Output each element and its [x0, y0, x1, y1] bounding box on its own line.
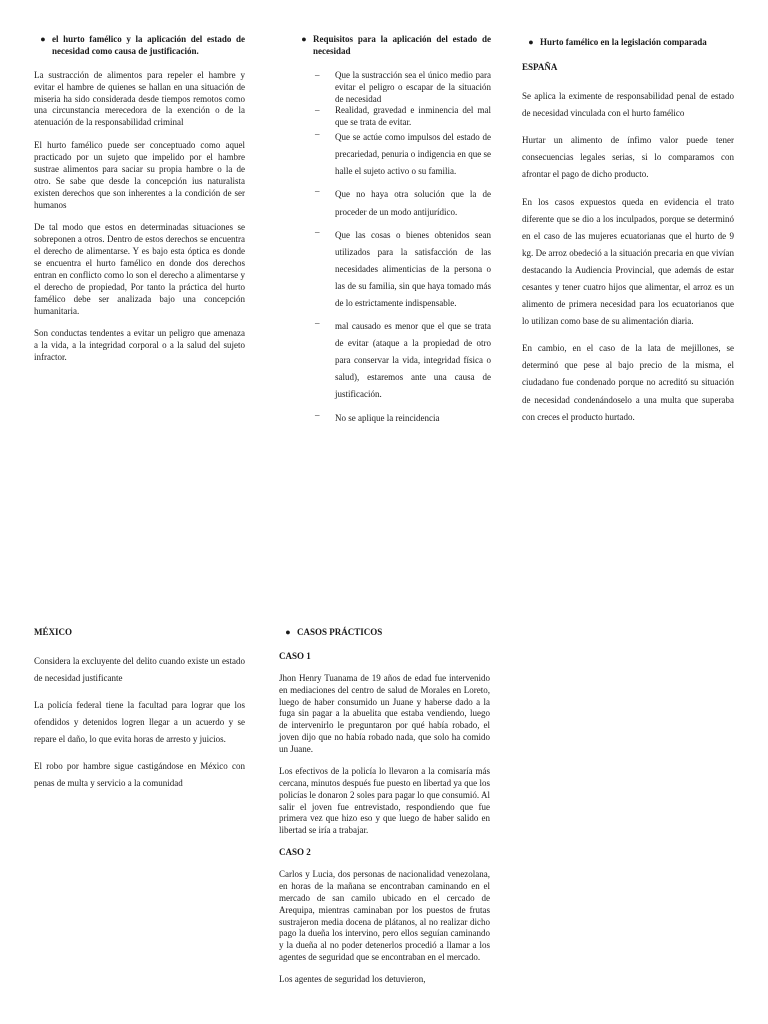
dash-icon: –	[315, 69, 320, 80]
section-heading: ● Requisitos para la aplicación del estado de necesidad	[295, 34, 491, 58]
section-heading: ● Hurto famélico en la legislación comparada	[522, 34, 734, 50]
country-heading-espana: ESPAÑA	[522, 62, 558, 73]
paragraph: Los efectivos de la policía lo llevaron a la comisaría más cercana, minutos después fue puesto en libertad ya que los policías le donaron 2 soles para pagar lo que consumió. Al salir el joven fue entrevistado, respondiendo que fue primera vez que hizo eso y que luego de haber salido en libertad se iría a trabajar.	[279, 765, 490, 836]
column-mexico	[34, 627, 245, 803]
paragraph: Jhon Henry Tuanama de 19 años de edad fue intervenido en mediaciones del centro de salud de Morales en Loreto, luego de haber consumido un Juane y haberse dado a la fuga sin pagar a la abuelita que estaba vendiendo, luego de intervenirlo le preguntaron por qué había robado, el joven dijo que no había robado nada, que solo ha comido un Juane.	[279, 672, 490, 754]
section-heading: ● el hurto famélico y la aplicación del estado de necesidad como causa de justificación.	[34, 34, 245, 58]
case-title: CASO 1	[279, 650, 311, 661]
paragraph: Se aplica la eximente de responsabilidad penal de estado de necesidad vinculada con el hurto famélico	[522, 91, 734, 119]
column-estado-necesidad	[34, 34, 245, 375]
paragraph: Los agentes de seguridad los detuvieron,	[279, 974, 426, 984]
column-casos-practicos	[279, 627, 490, 996]
bullet-icon: ●	[301, 34, 307, 44]
bullet-icon: ●	[285, 627, 291, 637]
paragraph: Carlos y Lucia, dos personas de nacionalidad venezolana, en horas de la mañana se encontraban caminando en el mercado de san camilo ubicado en el cercado de Arequipa, mientras caminaban por los puestos de frutas sustrajeron media docena de plátanos, al no realizar dicho pago la dueña los intervino, pero ellos seguían caminando y la dueña al no poder detenerlos procedió a llamar a los agentes de seguridad que se encontraban en el mercado.	[279, 869, 490, 963]
dash-icon: –	[315, 318, 320, 329]
list-item: – Que se actúe como impulsos del estado de precariedad, penuria o indigencia en que se halle el sujeto activo o su familia.	[313, 129, 491, 180]
dash-icon: –	[315, 105, 320, 116]
list-item: – Que las cosas o bienes obtenidos sean utilizados para la satisfacción de las necesidades alimenticias de la persona o las de su familia, sin que haya tomado más de lo estrictamente indispensable.	[313, 227, 491, 312]
list-item: – No se aplique la reincidencia	[313, 410, 491, 427]
paragraph: De tal modo que estos en determinadas situaciones se sobreponen a otros. Dentro de estos derechos se encuentra el derecho de alimentarse. Y es bajo esta óptica es donde se encuentra el hurto famélico en donde dos derechos entran en conflicto como lo son el derecho a alimentarse y el derecho de propiedad, Por tanto la práctica del hurto famélico debe ser analizada bajo una concepción humanitaria.	[34, 222, 245, 316]
paragraph: La policía federal tiene la facultad para lograr que los ofendidos y detenidos logren llegar a un acuerdo y se repare el daño, lo que evita horas de arresto y juicios.	[34, 700, 245, 745]
paragraph: En los casos expuestos queda en evidencia el trato diferente que se dio a los inculpados, porque se determinó en el caso de las mujeres ecuatorianas que el hurto de 9 kg. De arroz obedeció a la situación precaria en que vivían destacando la Audiencia Provincial, que además de estar cesantes y tener cuatro hijos que alimentar, el arroz es un alimento de primera necesidad para los ecuatorianos que lo utilizan como base de su alimentación diaria.	[522, 196, 734, 327]
list-item: – Que no haya otra solución que la de proceder de un modo antijurídico.	[313, 186, 491, 220]
paragraph: Hurtar un alimento de ínfimo valor puede tener consecuencias legales serias, si lo comparamos con afrontar el pago de dicho producto.	[522, 135, 734, 180]
list-item: – Realidad, gravedad e inminencia del mal que se trata de evitar.	[315, 105, 491, 128]
dash-icon: –	[315, 226, 320, 237]
dash-icon: –	[315, 186, 320, 197]
case-title: CASO 2	[279, 847, 311, 858]
paragraph: Considera la excluyente del delito cuando existe un estado de necesidad justificante	[34, 655, 245, 683]
list-item: – mal causado es menor que el que se trata de evitar (ataque a la propiedad de otro para conservar la vida, integridad física o salud), estaremos ante una causa de justificación.	[313, 318, 491, 403]
paragraph: El hurto famélico puede ser conceptuado como aquel practicado por un sujeto que impelido por el hambre sustrae alimentos para saciar su propia hambre o la de otro. Se sabe que desde la concepción ius naturalista existen derechos que son inherentes a la condición de ser humanos	[34, 140, 245, 210]
paragraph: Son conductas tendentes a evitar un peligro que amenaza a la vida, a la integridad corporal o a la salud del sujeto infractor.	[34, 328, 245, 363]
country-heading-mexico: MÉXICO	[34, 627, 72, 637]
paragraph: El robo por hambre sigue castigándose en México con penas de multa y servicio a la comunidad	[34, 761, 245, 789]
column-requisitos	[295, 34, 491, 427]
paragraph: En cambio, en el caso de la lata de mejillones, se determinó que pese al bajo precio de la misma, el ciudadano fue condenado porque no acreditó su situación de necesidad condenándoselo a una multa que superaba con creces el producto hurtado.	[522, 343, 734, 422]
bullet-icon: ●	[40, 34, 46, 44]
requirements-list	[313, 70, 491, 427]
bullet-icon: ●	[528, 37, 534, 47]
dash-icon: –	[315, 409, 320, 420]
paragraph: La sustracción de alimentos para repeler el hambre y evitar el hambre de quienes se hallan en una situación de miseria ha sido considerada desde tiempos remotos como una circunstancia merecedora de la exención o de la atenuación de la responsabilidad criminal	[34, 69, 245, 128]
dash-icon: –	[315, 129, 320, 140]
list-item: – Que la sustracción sea el único medio para evitar el peligro o escapar de la situación de necesidad	[315, 69, 491, 104]
column-legislacion-comparada	[522, 34, 734, 436]
section-heading: ● CASOS PRÁCTICOS	[279, 627, 490, 639]
